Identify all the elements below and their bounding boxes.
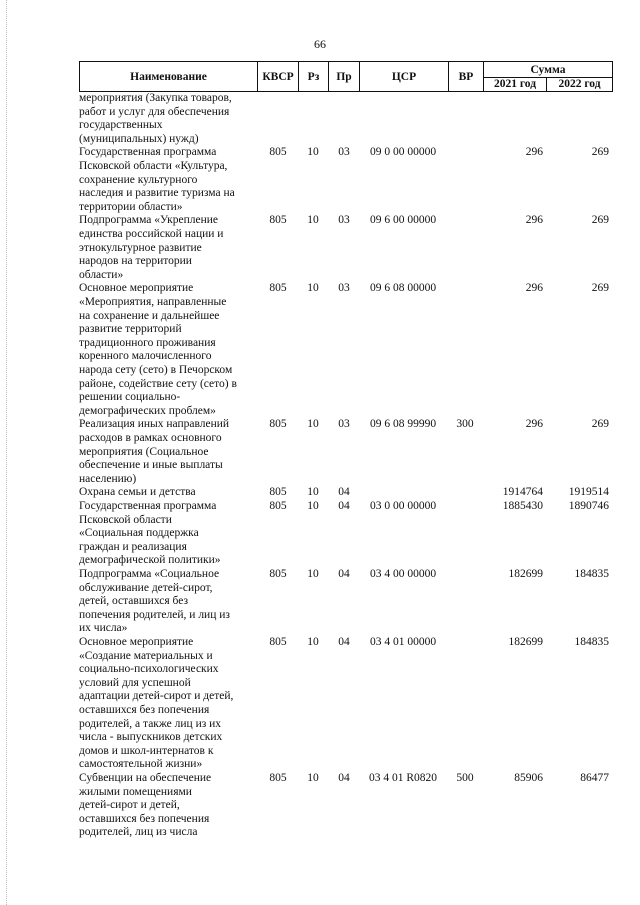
header-sum-group [483,61,613,92]
row-pr: 03 [338,214,350,227]
row-csr: 03 4 00 00000 [369,568,437,580]
row-name-line: Псковской области «Культура, [79,159,228,172]
table-row [79,418,613,486]
row-name-line: оставшихся без попечения [79,703,210,716]
row-name-line: социально-психологических [79,663,219,676]
row-name-line: «Создание материальных и [79,649,213,662]
row-name-line: обслуживание детей-сирот, [79,581,213,594]
row-sum-2022: 184835 [574,636,609,648]
row-name-line: родителей, лиц из числа [79,826,198,839]
table-row [79,146,613,214]
row-sum-2021: 182699 [508,636,543,648]
row-name-line: Государственная программа [79,500,217,512]
row-name-line: граждан и реализация [79,540,187,553]
row-csr: 09 6 00 00000 [369,214,437,227]
row-name-line: государственных [79,119,163,132]
row-name [79,146,257,214]
header-kvsr: КВСР [257,61,298,92]
row-pr: 03 [338,418,350,431]
row-name [79,568,257,636]
row-sum-2022: 86477 [580,772,609,784]
row-sum-2022: 269 [591,146,609,159]
row-sum-2022: 269 [591,282,609,295]
row-kvsr: 805 [269,500,287,512]
row-sum-2022: 1919514 [568,486,609,499]
row-name-line: коренного малочисленного [79,350,212,363]
row-rz: 10 [307,486,319,499]
page-number: 66 [314,37,326,51]
row-csr: 09 0 00 00000 [369,146,437,159]
row-name-line: детей, оставшихся без [79,595,189,608]
row-name-line: (муниципальных) нужд) [79,132,199,145]
row-sum-2021: 296 [525,214,543,227]
row-sum-2022: 1890746 [568,500,609,512]
row-pr: 04 [338,486,350,499]
row-sum-2022: 269 [591,418,609,431]
row-kvsr: 805 [269,214,287,227]
row-name-line: числа - выпускников детских [79,731,223,744]
row-name-line: адаптации детей-сирот и детей, [79,690,234,703]
row-pr: 04 [338,500,350,512]
row-name-line: наследия и развитие туризма на [79,187,235,200]
row-name-line: народа сету (сето) в Печорском [79,363,233,376]
row-sum-2022: 184835 [574,568,609,580]
row-csr: 09 6 08 00000 [369,282,437,295]
row-name-line: «Социальная поддержка [79,527,199,540]
row-name [79,418,257,486]
row-name-line: Подпрограмма «Укрепление [79,214,218,227]
table-row [79,214,613,282]
header-csr: ЦСР [359,61,448,92]
row-kvsr: 805 [269,486,287,499]
row-sum-2021: 296 [525,282,543,295]
table-row [79,92,613,146]
row-sum-2021: 182699 [508,568,543,580]
row-name [79,772,257,840]
row-sum-2021: 1914764 [502,486,543,499]
table-row [79,568,613,636]
row-name-line: обеспечение и иные выплаты [79,459,223,472]
row-name-line: на сохранение и дальнейшее [79,309,220,322]
page-edge-line [6,0,7,905]
row-name-line: оставшихся без попечения [79,812,210,825]
table-header [79,61,613,92]
row-rz: 10 [307,568,319,580]
row-name-line: детей-сирот и детей, [79,799,180,812]
row-name-line: Охрана семьи и детства [79,486,196,499]
row-rz: 10 [307,772,319,784]
row-name-line: условий для успешной [79,676,191,689]
row-kvsr: 805 [269,568,287,580]
row-rz: 10 [307,282,319,295]
header-year-2022: 2022 год [558,78,601,90]
row-name-line: Основное мероприятие [79,282,194,295]
row-name-line: расходов в рамках основного [79,431,222,444]
row-name-line: решении социально- [79,391,181,404]
table-row [79,772,613,840]
row-kvsr: 805 [269,418,287,431]
row-csr: 03 4 01 00000 [369,636,437,648]
row-name-line: самостоятельной жизни» [79,758,203,771]
row-name-line: районе, содействие сету (сето) в [79,377,237,390]
row-rz: 10 [307,418,319,431]
row-name-line: населению) [79,472,137,485]
row-name-line: Подпрограмма «Социальное [79,568,220,580]
row-name-line: Субвенции на обеспечение [79,772,212,784]
row-vr: 300 [456,418,474,431]
table-row [79,636,613,772]
row-kvsr: 805 [269,282,287,295]
table-row [79,282,613,418]
row-pr: 04 [338,568,350,580]
row-name-line: «Мероприятия, направленные [79,295,227,308]
row-name-line: демографических проблем» [79,404,216,417]
row-name-line: домов и школ-интернатов к [79,744,214,757]
row-kvsr: 805 [269,772,287,784]
row-sum-2022: 269 [591,214,609,227]
row-kvsr: 805 [269,146,287,159]
row-sum-2021: 85906 [514,772,543,784]
row-name-line: традиционного проживания [79,336,216,349]
row-name-line: Реализация иных направлений [79,418,230,431]
row-pr: 04 [338,772,350,784]
row-name-line: Основное мероприятие [79,636,194,648]
row-kvsr: 805 [269,636,287,648]
row-name-line: сохранение культурного [79,173,198,186]
row-name-line: области» [79,268,124,281]
header-year-2021: 2021 год [484,77,547,91]
row-csr: 09 6 08 99990 [369,418,437,431]
row-rz: 10 [307,500,319,512]
row-name-line: развитие территорий [79,323,182,336]
row-name-line: жилыми помещениями [79,785,192,798]
row-name-line: единства российской нации и [79,227,224,240]
row-pr: 03 [338,146,350,159]
row-sum-2021: 1885430 [502,500,543,512]
row-vr: 500 [456,772,474,784]
row-name [79,214,257,282]
header-name: Наименование [79,61,257,92]
row-name-line: демографической политики» [79,554,221,567]
row-name [79,92,257,146]
row-name [79,500,257,568]
row-pr: 04 [338,636,350,648]
row-name-line: родителей, а также лиц из их [79,717,222,730]
row-name-line: работ и услуг для обеспечения [79,105,230,118]
row-name-line: мероприятия (Социальное [79,445,209,458]
row-sum-2021: 296 [525,418,543,431]
row-name-line: их числа» [79,622,128,635]
row-name-line: территории области» [79,200,183,213]
row-rz: 10 [307,636,319,648]
row-csr: 03 4 01 R0820 [368,772,438,784]
table-row [79,500,613,568]
row-name-line: мероприятия (Закупка товаров, [79,92,232,104]
table-row [79,486,613,500]
header-sum: Сумма [484,62,612,78]
row-csr: 03 0 00 00000 [369,500,437,512]
row-name-line: попечения родителей, и лиц из [79,608,230,621]
header-rz: Рз [298,61,328,92]
row-name-line: Государственная программа [79,146,217,159]
row-name-line: этнокультурное развитие [79,241,202,254]
row-pr: 03 [338,282,350,295]
header-pr: Пр [328,61,359,92]
row-name [79,636,257,772]
row-name-line: Псковской области [79,513,172,526]
row-sum-2021: 296 [525,146,543,159]
row-rz: 10 [307,214,319,227]
header-vr: ВР [448,61,483,92]
row-name [79,282,257,418]
row-name-line: народов на территории [79,255,192,268]
row-name [79,486,257,500]
row-rz: 10 [307,146,319,159]
